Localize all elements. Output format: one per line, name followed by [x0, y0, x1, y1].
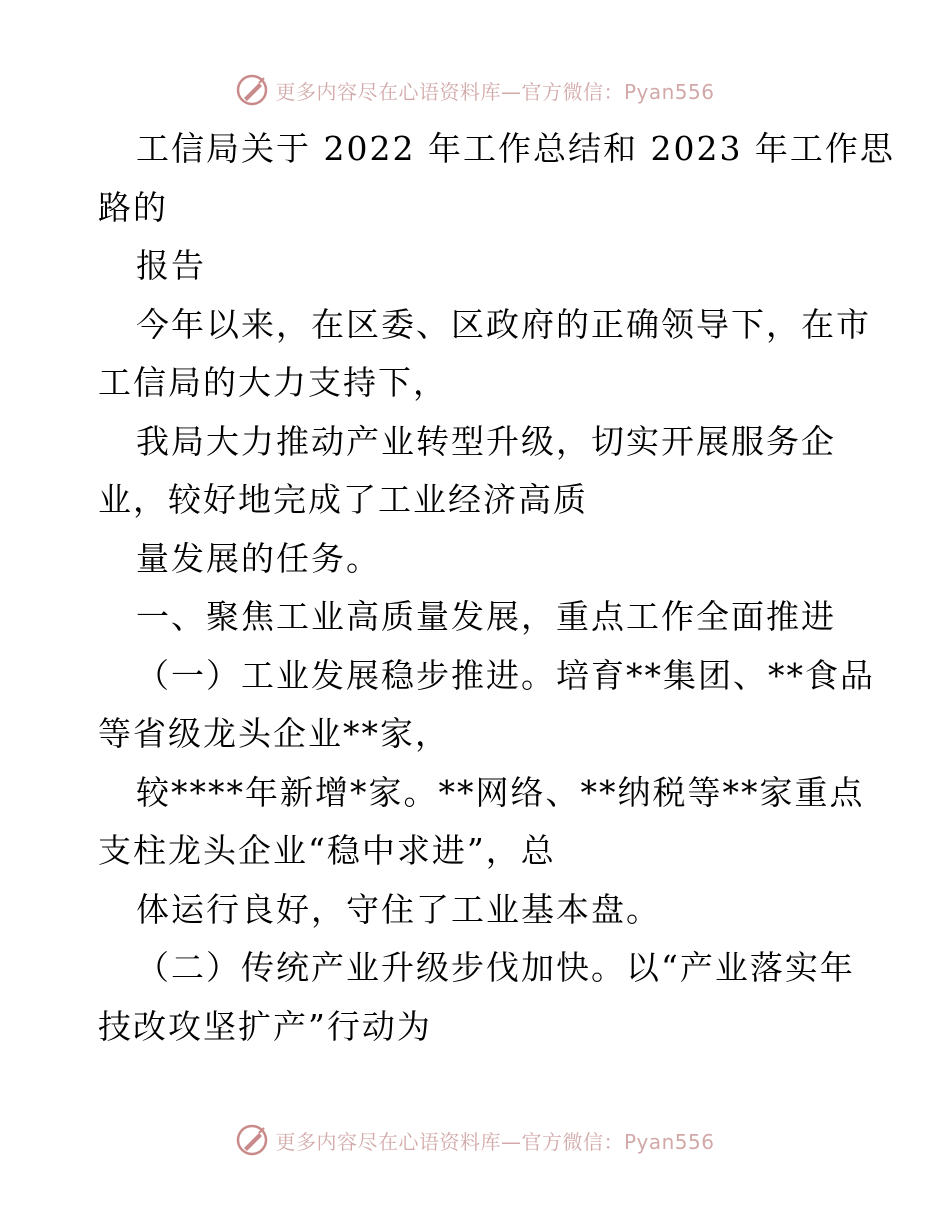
- paragraph-line: （二）传统产业升级步伐加快。以“产业落实年: [136, 948, 855, 987]
- paragraph-line: 等省级龙头企业**家，: [98, 714, 450, 753]
- quill-pen-logo-icon: [235, 73, 269, 107]
- footer-watermark-banner: [0, 1120, 950, 1160]
- paragraph-line: 我局大力推动产业转型升级，切实开展服务企: [136, 421, 836, 461]
- header-watermark-banner: [0, 70, 950, 110]
- paragraph-line: 工信局的大力支持下，: [98, 363, 448, 402]
- paragraph-line: 量发展的任务。: [136, 538, 381, 578]
- paragraph-line: 支柱龙头企业“稳中求进”，总: [98, 831, 556, 870]
- section-heading: 一、聚焦工业高质量发展，重点工作全面推进: [136, 597, 836, 636]
- title-line-1: 工信局关于 2022 年工作总结和 2023 年工作思: [136, 129, 895, 168]
- paragraph-line: 技改攻坚扩产”行动为: [98, 1006, 432, 1046]
- title-line-3: 报告: [136, 246, 206, 285]
- paragraph-line: 业，较好地完成了工业经济高质: [98, 480, 588, 519]
- paragraph-line: （一）工业发展稳步推进。培育**集团、**食品: [136, 655, 875, 695]
- paragraph-line: 今年以来，在区委、区政府的正确领导下，在市: [136, 304, 871, 344]
- header-watermark-text: 更多内容尽在心语资料库—官方微信：Pyan556: [275, 79, 715, 104]
- paragraph-line: 体运行良好，守住了工业基本盘。: [136, 889, 661, 929]
- footer-watermark-text: 更多内容尽在心语资料库—官方微信：Pyan556: [275, 1129, 715, 1154]
- title-line-2: 路的: [98, 187, 168, 227]
- document-body: [98, 120, 895, 1056]
- quill-pen-logo-icon: [235, 1123, 269, 1157]
- paragraph-line: 较****年新增*家。**网络、**纳税等**家重点: [136, 772, 865, 812]
